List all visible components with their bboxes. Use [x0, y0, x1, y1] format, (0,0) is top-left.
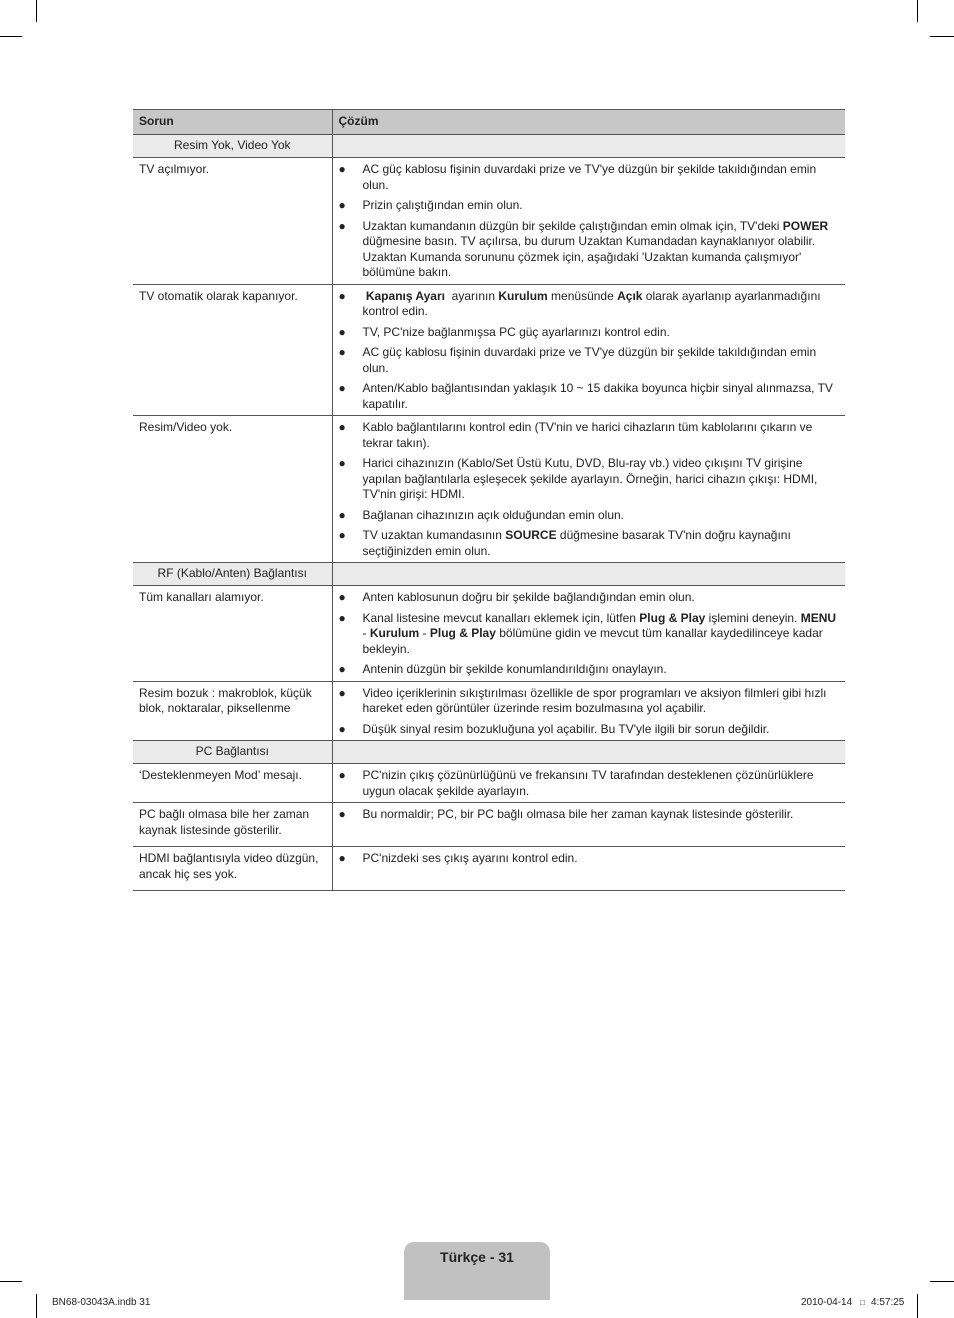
solution-list [339, 686, 840, 738]
list-item [339, 219, 840, 281]
text-segment: Bağlanan cihazınızın açık olduğundan emin olun. [362, 507, 625, 522]
bullet-icon: ● [338, 590, 346, 604]
bold-term: MENU [800, 610, 837, 625]
problem-cell: Resim bozuk : makroblok, küçük blok, noktaralar, piksellenme [133, 681, 332, 741]
bullet-icon: ● [338, 721, 346, 736]
text-segment: Anten kablosunun doğru bir şekilde bağlandığından emin olun. [362, 590, 695, 604]
bullet-icon: ● [338, 420, 346, 434]
list-item [339, 528, 840, 559]
crop-mark [0, 1281, 22, 1282]
list-item [339, 325, 840, 341]
solution-list [339, 768, 840, 799]
bold-term: Açık [617, 288, 643, 303]
table-row [133, 847, 845, 891]
text-segment: Kablo bağlantılarını kontrol edin (TV'nin ve harici cihazların tüm kablolarını çıkarın ve tekrar takın). [362, 420, 816, 450]
page-number-label: Türkçe - 31 [440, 1249, 514, 1265]
bullet-icon: ● [338, 324, 346, 339]
bold-term: Kapanış Ayarı [365, 288, 445, 303]
section-title: RF (Kablo/Anten) Bağlantısı [133, 563, 332, 586]
crop-mark [0, 36, 22, 37]
list-item [339, 851, 840, 867]
bullet-icon: ● [338, 685, 346, 700]
problem-cell: TV açılmıyor. [133, 158, 332, 285]
text-segment: Kanal listesine mevcut kanalları eklemek için, lütfen [362, 610, 640, 625]
bullet-icon: ● [338, 456, 346, 470]
bullet-icon: ● [338, 610, 346, 625]
bullet-icon: ● [338, 807, 346, 821]
text-segment: Düşük sinyal resim bozukluğuna yol açabilir. Bu TV'yle ilgili bir sorun değildir. [362, 721, 770, 736]
list-item [339, 162, 840, 193]
table-header-row [133, 110, 845, 135]
table-row [133, 803, 845, 847]
bold-term: POWER [782, 218, 829, 233]
problem-cell: ‘Desteklenmeyen Mod’ mesajı. [133, 764, 332, 803]
list-item [339, 508, 840, 524]
column-header-solution: Çözüm [332, 110, 845, 135]
text-segment: - [362, 610, 840, 640]
solution-list [339, 289, 840, 413]
section-row [133, 135, 845, 158]
section-empty-cell [332, 135, 845, 158]
list-item [339, 611, 840, 658]
solution-cell [332, 586, 845, 682]
section-empty-cell [332, 741, 845, 764]
solution-list [339, 420, 840, 559]
crop-mark [930, 1281, 954, 1282]
bullet-icon: ● [338, 507, 346, 522]
text-segment: Video içeriklerinin sıkıştırılması özellikle de spor programları ve aksiyon filmleri gibi hızlı hareket eden görüntüler üzerinde resim bozulmasına yol açabilir. [362, 685, 830, 715]
text-segment: Uzaktan kumandanın düzgün bir şekilde çalıştığından emin olmak için, TV'deki [362, 218, 783, 233]
footer-print-mark-icon: □ [860, 1298, 865, 1307]
section-title: PC Bağlantısı [133, 741, 332, 764]
text-segment: PC'nizdeki ses çıkış ayarını kontrol edin. [362, 851, 578, 865]
crop-mark [930, 36, 954, 37]
solution-cell [332, 284, 845, 416]
bold-term: Kurulum [498, 288, 548, 303]
table-body [133, 135, 845, 891]
solution-list [339, 162, 840, 281]
bullet-icon: ● [338, 851, 346, 865]
solution-list [339, 851, 840, 867]
solution-cell [332, 158, 845, 285]
table-row [133, 284, 845, 416]
text-segment: ayarının [445, 288, 499, 303]
footer-file-name: BN68-03043A.indb 31 [52, 1297, 151, 1308]
text-segment: menüsünde [547, 288, 618, 303]
solution-cell [332, 803, 845, 847]
list-item [339, 289, 840, 320]
list-item [339, 686, 840, 717]
list-item [339, 768, 840, 799]
bullet-icon: ● [338, 218, 346, 233]
text-segment: bölümüne gidin ve mevcut tüm kanallar kaydedilinceye kadar bekleyin. [362, 626, 827, 656]
crop-mark [36, 0, 37, 22]
text-segment: AC güç kablosu fişinin duvardaki prize ve TV'ye düzgün bir şekilde takıldığından emin olun. [362, 345, 820, 375]
text-segment: düğmesine basarak TV'nin doğru kaynağını seçtiğinizden emin olun. [362, 528, 795, 558]
text-segment: AC güç kablosu fişinin duvardaki prize ve TV'ye düzgün bir şekilde takıldığından emin olun. [362, 162, 820, 192]
bullet-icon: ● [338, 381, 346, 395]
problem-cell: TV otomatik olarak kapanıyor. [133, 284, 332, 416]
bullet-icon: ● [338, 768, 346, 782]
solution-cell [332, 681, 845, 741]
text-segment: Bu normaldir; PC, bir PC bağlı olmasa bile her zaman kaynak listesinde gösterilir. [362, 807, 794, 821]
list-item [339, 456, 840, 503]
table-row [133, 416, 845, 563]
bullet-icon: ● [338, 528, 346, 542]
text-segment: TV, PC'nize bağlanmışsa PC güç ayarlarınızı kontrol edin. [362, 324, 670, 339]
crop-mark [917, 1294, 918, 1318]
footer-date: 2010-04-14 [801, 1297, 853, 1308]
list-item [339, 807, 840, 823]
list-item [339, 590, 840, 606]
crop-mark [917, 0, 918, 22]
bullet-icon: ● [338, 345, 346, 359]
troubleshooting-table [133, 109, 845, 891]
solution-cell [332, 416, 845, 563]
bold-term: SOURCE [505, 528, 557, 542]
list-item [339, 722, 840, 738]
bullet-icon: ● [338, 288, 346, 303]
text-segment: olarak ayarlanıp ayarlanmadığını kontrol edin. [362, 288, 824, 318]
bold-term: Kurulum [369, 626, 420, 640]
list-item [339, 420, 840, 451]
text-segment: Antenin düzgün bir şekilde konumlandırıldığını onaylayın. [362, 662, 667, 676]
text-segment: Anten/Kablo bağlantısından yaklaşık 10 ~ 15 dakika boyunca hiçbir sinyal alınmazsa, TV kapatılır. [362, 381, 837, 411]
column-header-problem: Sorun [133, 110, 332, 135]
bold-term: Plug & Play [639, 610, 706, 625]
list-item [339, 345, 840, 376]
solution-cell [332, 764, 845, 803]
solution-cell [332, 847, 845, 891]
text-segment: düğmesine basın. TV açılırsa, bu durum Uzaktan Kumandadan kaynaklanıyor olabilir. Uzaktan Kumanda sorununu çözmek için, aşağıdaki 'Uzaktan kumanda çalışmıyor' bölümüne bakın. [362, 218, 832, 279]
list-item [339, 198, 840, 214]
bullet-icon: ● [338, 198, 346, 212]
problem-cell: HDMI bağlantısıyla video düzgün, ancak hiç ses yok. [133, 847, 332, 891]
table-row [133, 586, 845, 682]
problem-cell: PC bağlı olmasa bile her zaman kaynak listesinde gösterilir. [133, 803, 332, 847]
bullet-icon: ● [338, 662, 346, 676]
crop-mark [36, 1294, 37, 1318]
solution-list [339, 807, 840, 823]
problem-cell: Tüm kanalları alamıyor. [133, 586, 332, 682]
text-segment: Harici cihazınızın (Kablo/Set Üstü Kutu, DVD, Blu-ray vb.) video çıkışını TV girişine yapılan bağlantılarla eşleşecek şekilde ayarlayın. Örneğin, harici cihazın çıkışı: HDMI, TV'nin girişi: HDMI. [362, 456, 821, 501]
table-row [133, 681, 845, 741]
section-title: Resim Yok, Video Yok [133, 135, 332, 158]
text-segment: işlemini deneyin. [705, 610, 801, 625]
table-row [133, 158, 845, 285]
problem-cell: Resim/Video yok. [133, 416, 332, 563]
bold-term: Plug & Play [429, 626, 496, 640]
list-item [339, 662, 840, 678]
bullet-icon: ● [338, 162, 346, 176]
footer-time: 4:57:25 [871, 1297, 905, 1308]
table-row [133, 764, 845, 803]
section-row [133, 563, 845, 586]
section-row [133, 741, 845, 764]
text-segment: - [419, 626, 430, 640]
text-segment: PC'nizin çıkış çözünürlüğünü ve frekansını TV tarafından desteklenen çözünürlüklere uygun olacak şekilde ayarlayın. [362, 768, 817, 798]
text-segment: TV uzaktan kumandasının [362, 528, 506, 542]
section-empty-cell [332, 563, 845, 586]
solution-list [339, 590, 840, 678]
text-segment: Prizin çalıştığından emin olun. [362, 198, 523, 212]
list-item [339, 381, 840, 412]
